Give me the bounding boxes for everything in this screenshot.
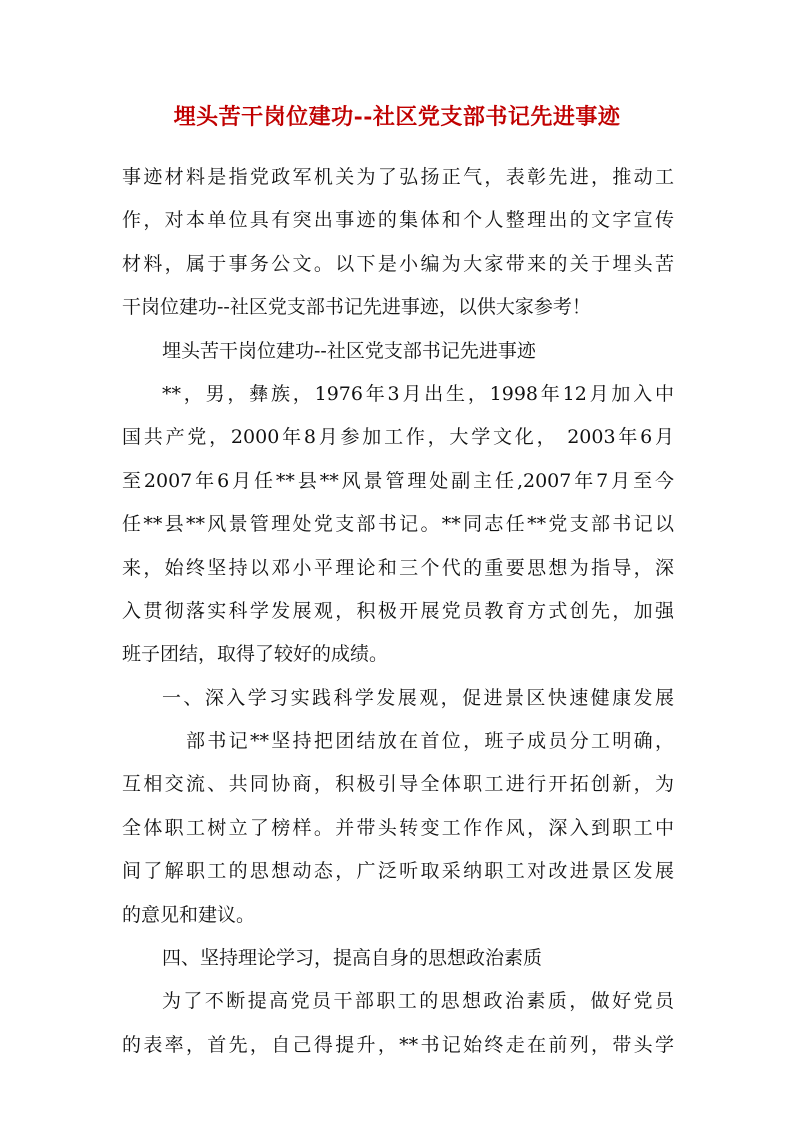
text-line: 互相交流、共同协商，积极引导全体职工进行开拓创新，为 [122, 773, 674, 796]
text-line: 部书记**坚持把团结放在首位，班子成员分工明确， [186, 730, 674, 753]
document-title: 埋头苦干岗位建功--社区党支部书记先进事迹 [173, 104, 621, 130]
text-line: 四、坚持理论学习，提高自身的思想政治素质 [162, 947, 543, 970]
text-line: 材料，属于事务公文。以下是小编为大家带来的关于埋头苦 [122, 252, 674, 275]
text-line: 埋头苦干岗位建功--社区党支部书记先进事迹 [162, 339, 536, 362]
text-line: 的意见和建议。 [122, 903, 256, 926]
text-line: 入贯彻落实科学发展观，积极开展党员教育方式创先，加强 [122, 599, 674, 622]
text-line: 一、深入学习实践科学发展观，促进景区快速健康发展 [162, 686, 674, 709]
document-body [122, 156, 674, 1067]
text-line: 干岗位建功--社区党支部书记先进事迹，以供大家参考！ [122, 296, 591, 319]
text-line: 全体职工树立了榜样。并带头转变工作作风，深入到职工中 [122, 816, 674, 839]
text-line: **，男，彝族，1976年3月出生，1998年12月加入中 [162, 382, 674, 405]
text-line: 为了不断提高党员干部职工的思想政治素质，做好党员 [162, 990, 674, 1013]
text-line: 班子团结，取得了较好的成绩。 [122, 643, 389, 666]
text-line: 间了解职工的思想动态，广泛听取采纳职工对改进景区发展 [122, 860, 674, 883]
text-line: 至2007年6月任**县**风景管理处副主任,2007年7月至今 [122, 469, 674, 492]
text-line: 来，始终坚持以邓小平理论和三个代的重要思想为指导，深 [122, 556, 674, 579]
text-line: 事迹材料是指党政军机关为了弘扬正气，表彰先进，推动工 [122, 166, 674, 188]
text-line: 的表率，首先，自己得提升，**书记始终走在前列，带头学 [122, 1033, 674, 1056]
text-line: 作，对本单位具有突出事迹的集体和个人整理出的文字宣传 [122, 209, 674, 232]
text-line: 任**县**风景管理处党支部书记。**同志任**党支部书记以 [122, 513, 674, 536]
text-line: 国共产党，2000年8月参加工作，大学文化， 2003年6月 [122, 426, 674, 449]
